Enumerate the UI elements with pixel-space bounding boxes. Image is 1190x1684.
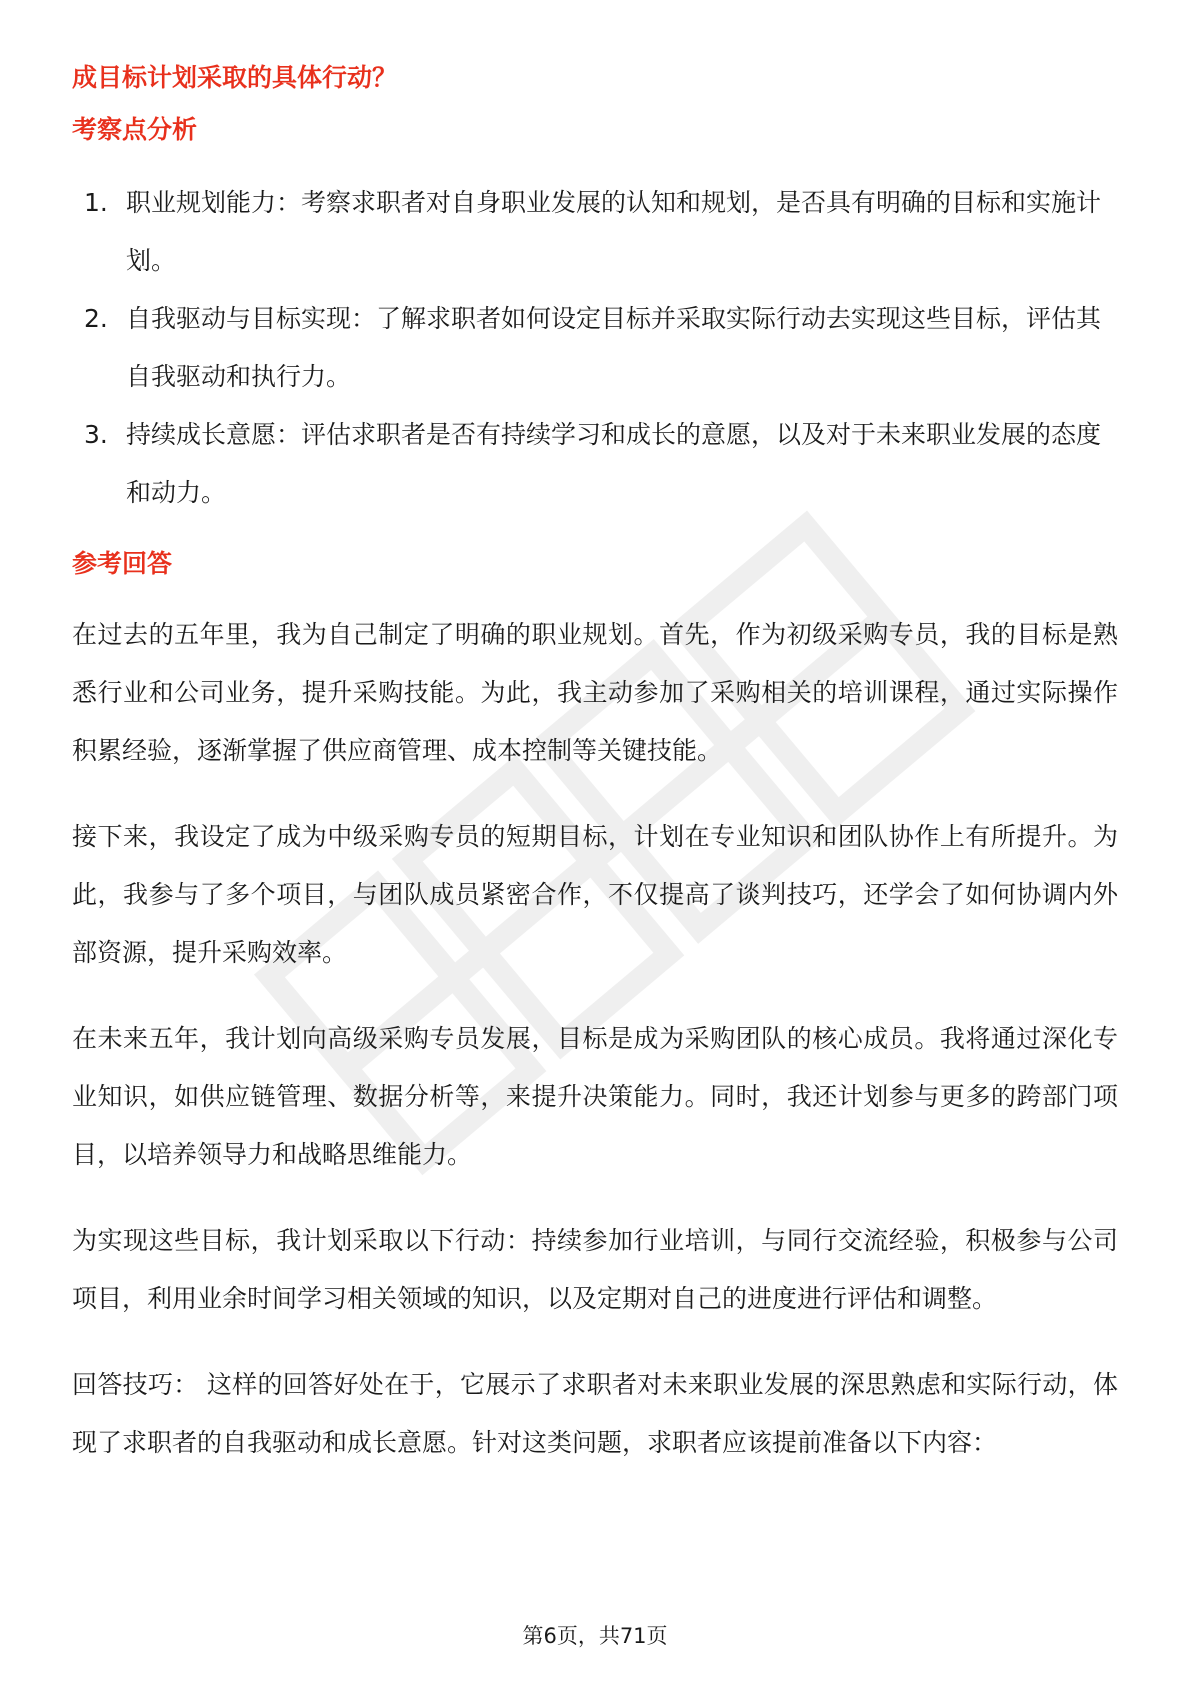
list-item-text: 职业规划能力：考察求职者对自身职业发展的认知和规划，是否具有明确的目标和实施计划。	[126, 188, 1102, 275]
answer-paragraph: 在过去的五年里，我为自己制定了明确的职业规划。首先，作为初级采购专员，我的目标是熟悉行业和公司业务，提升采购技能。为此，我主动参加了采购相关的培训课程，通过实际操作积累经验，逐渐掌握了供应商管理、成本控制等关键技能。	[72, 620, 1118, 765]
list-item-number: 3.	[84, 420, 108, 449]
question-title: 成目标计划采取的具体行动？	[72, 63, 398, 92]
list-item-number: 2.	[84, 304, 108, 333]
list-item	[72, 290, 1118, 406]
page-number: 第6页，共71页	[522, 1624, 668, 1648]
analysis-section-title: 考察点分析	[72, 115, 198, 144]
answer-paragraph: 在未来五年，我计划向高级采购专员发展，目标是成为采购团队的核心成员。我将通过深化专业知识，如供应链管理、数据分析等，来提升决策能力。同时，我还计划参与更多的跨部门项目，以培养领导力和战略思维能力。	[72, 1024, 1118, 1169]
main-content	[72, 56, 1118, 1500]
list-item-number: 1.	[84, 188, 108, 217]
answer-tips-paragraph: 回答技巧： 这样的回答好处在于，它展示了求职者对未来职业发展的深思熟虑和实际行动，体现了求职者的自我驱动和成长意愿。针对这类问题，求职者应该提前准备以下内容：	[72, 1370, 1118, 1457]
answer-paragraph: 接下来，我设定了成为中级采购专员的短期目标，计划在专业知识和团队协作上有所提升。为此，我参与了多个项目，与团队成员紧密合作，不仅提高了谈判技巧，还学会了如何协调内外部资源，提升采购效率。	[72, 822, 1118, 967]
list-item	[72, 174, 1118, 290]
list-item-text: 自我驱动与目标实现：了解求职者如何设定目标并采取实际行动去实现这些目标，评估其自我驱动和执行力。	[126, 304, 1102, 391]
list-item-text: 持续成长意愿：评估求职者是否有持续学习和成长的意愿，以及对于未来职业发展的态度和动力。	[126, 420, 1102, 507]
analysis-list	[72, 174, 1118, 522]
list-item	[72, 406, 1118, 522]
answer-paragraph: 为实现这些目标，我计划采取以下行动：持续参加行业培训，与同行交流经验，积极参与公司项目，利用业余时间学习相关领域的知识，以及定期对自己的进度进行评估和调整。	[72, 1226, 1118, 1313]
answer-section-title: 参考回答	[72, 549, 173, 578]
